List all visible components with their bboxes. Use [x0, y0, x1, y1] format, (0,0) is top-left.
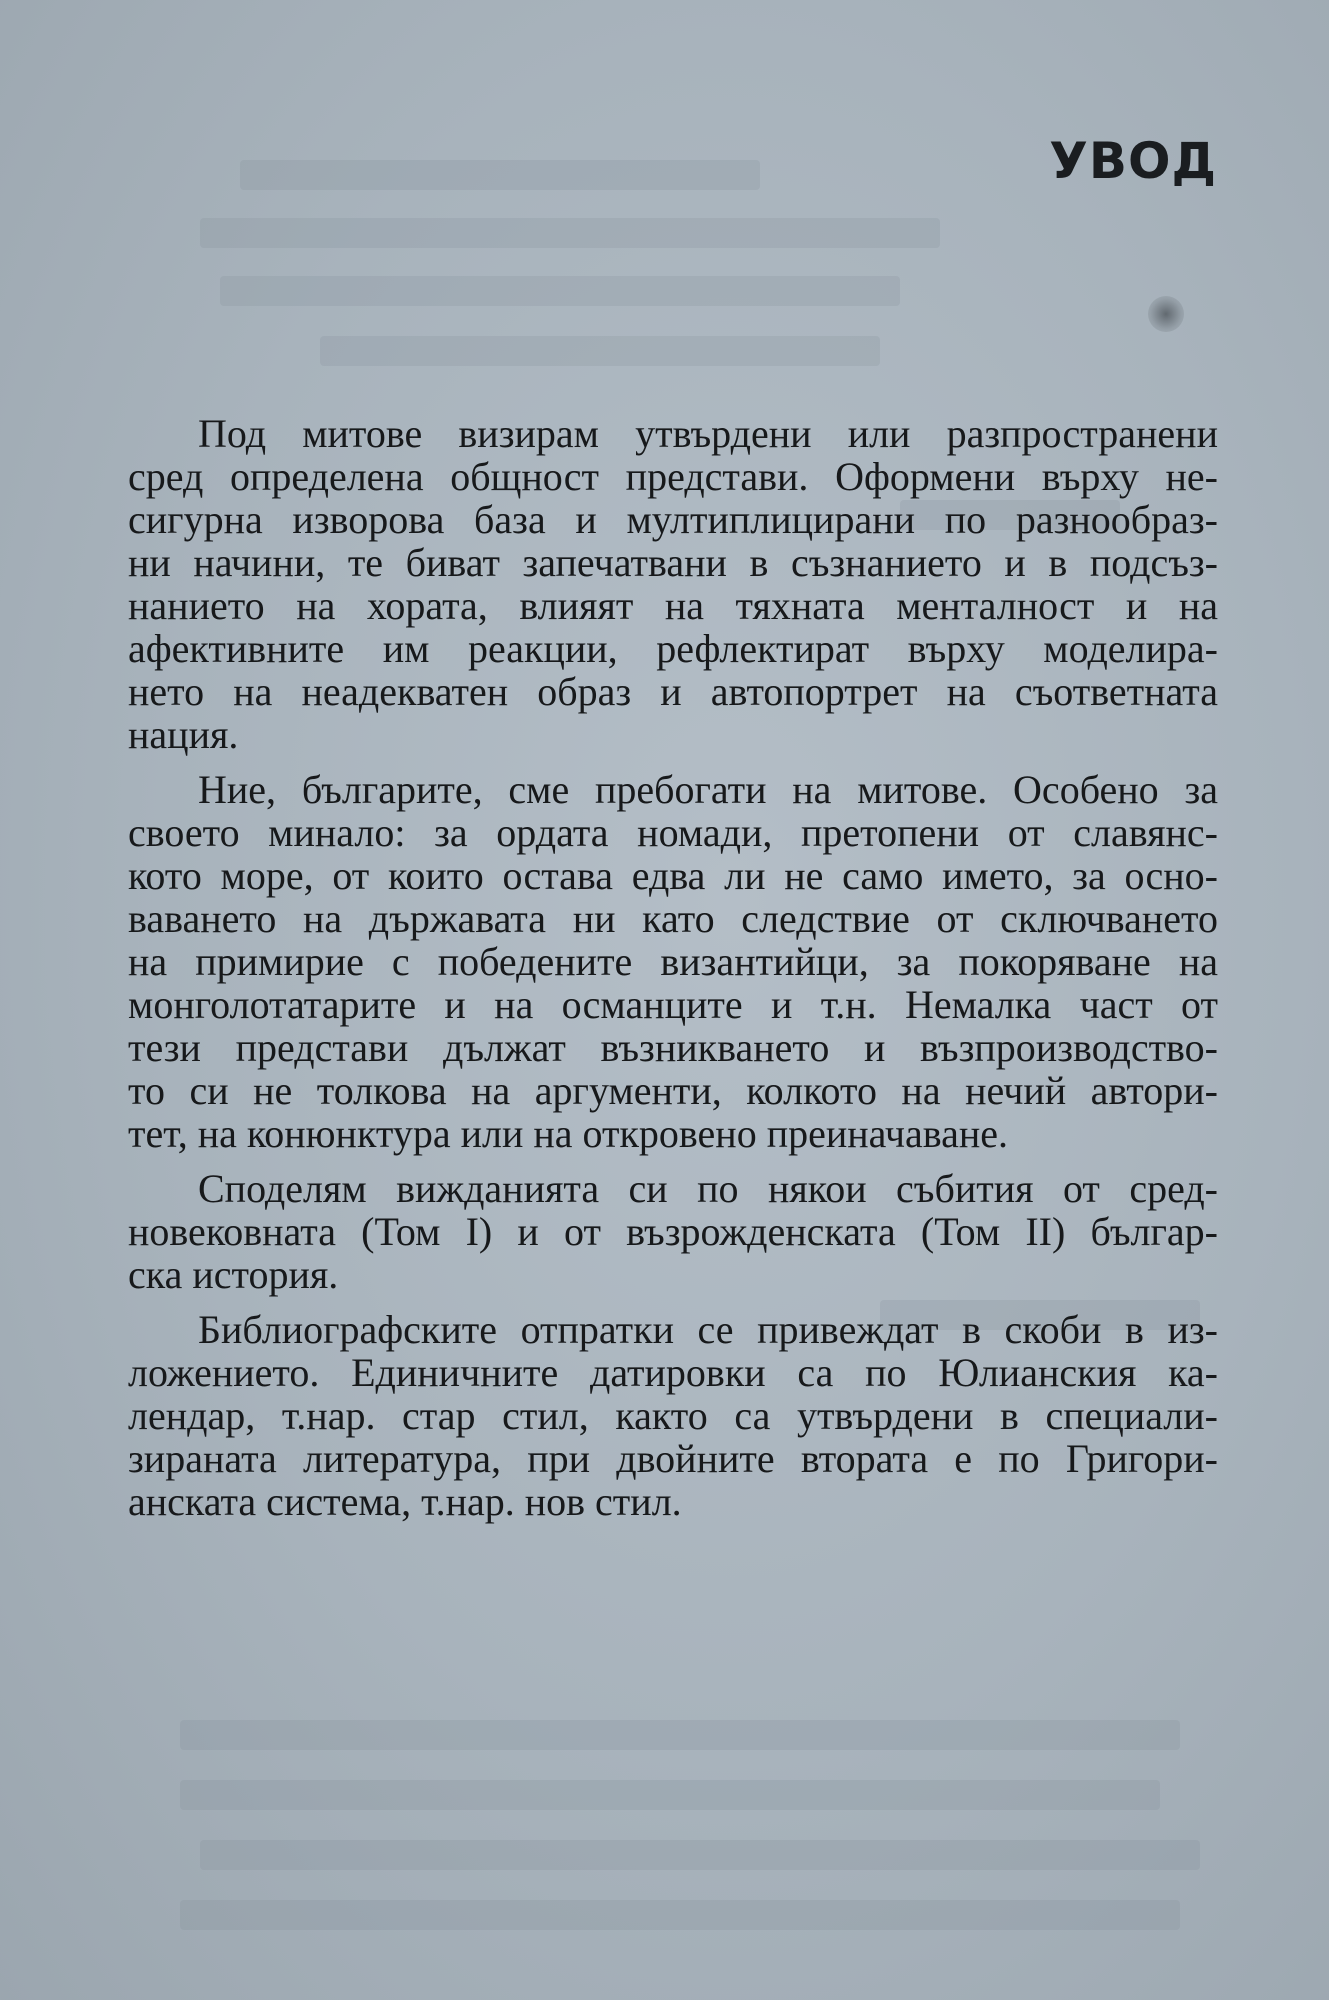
text-line: Под митове визирам утвърдени или разпространени: [198, 411, 1218, 456]
text-line: Библиографските отпратки се привеждат в скоби в из-: [198, 1307, 1218, 1352]
text-line: зираната литература, при двойните втората е по Григори-: [128, 1436, 1218, 1481]
text-line: афективните им реакции, рефлектират върху моделира-: [128, 626, 1218, 671]
text-line: тет, на конюнктура или на откровено преиначаване.: [128, 1111, 1008, 1156]
paragraph-1: [128, 412, 1218, 756]
ink-blot: [1148, 296, 1184, 332]
text-line: тези представи дължат възникването и възпроизводство-: [128, 1025, 1218, 1070]
text-line: Ние, българите, сме пребогати на митове. Особено за: [198, 767, 1218, 812]
text-line: ложението. Единичните датировки са по Юлианския ка-: [128, 1350, 1218, 1395]
text-line: нето на неадекватен образ и автопортрет на съответната: [128, 669, 1218, 714]
paragraph-3: [128, 1167, 1218, 1296]
text-line: нация.: [128, 712, 239, 757]
body-text: [128, 412, 1218, 1535]
text-line: анската система, т.нар. нов стил.: [128, 1479, 682, 1524]
text-line: ни начини, те биват запечатвани в съзнанието и в подсъз-: [128, 540, 1218, 585]
chapter-heading: УВОД: [1049, 132, 1217, 190]
text-line: монголотатарите и на османците и т.н. Немалка част от: [128, 982, 1218, 1027]
text-line: сигурна изворова база и мултиплицирани по разнообраз-: [128, 497, 1218, 542]
text-line: то си не толкова на аргументи, колкото на нечий автори-: [128, 1068, 1218, 1113]
text-line: лендар, т.нар. стар стил, както са утвърдени в специали-: [128, 1393, 1218, 1438]
text-line: нанието на хората, влияят на тяхната менталност и на: [128, 583, 1218, 628]
text-line: Споделям вижданията си по някои събития от сред-: [198, 1166, 1218, 1211]
text-line: на примирие с победените византийци, за покоряване на: [128, 939, 1218, 984]
paragraph-2: [128, 768, 1218, 1155]
text-line: сред определена общност представи. Оформени върху не-: [128, 454, 1218, 499]
text-line: ска история.: [128, 1252, 339, 1297]
text-line: новековната (Том I) и от възрожденската (Том II) българ-: [128, 1209, 1218, 1254]
text-line: ваването на държавата ни като следствие от сключването: [128, 896, 1218, 941]
text-line: своето минало: за ордата номади, претопени от славянс-: [128, 810, 1218, 855]
paragraph-4: [128, 1308, 1218, 1523]
text-line: кото море, от които остава едва ли не само името, за осно-: [128, 853, 1218, 898]
